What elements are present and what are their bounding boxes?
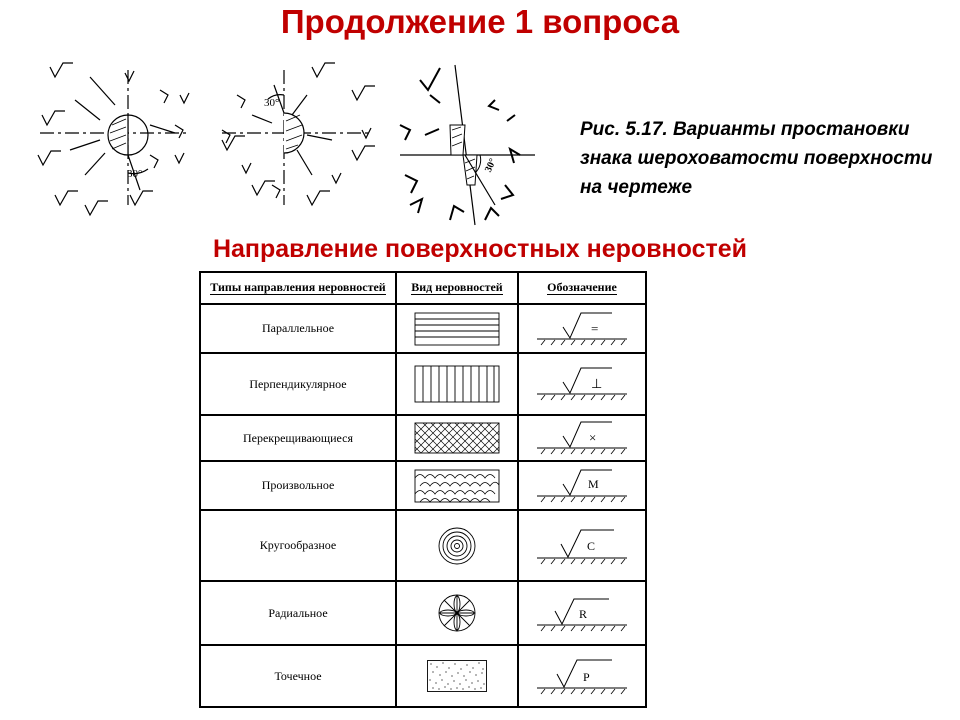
header-symbol: Обозначение	[518, 272, 646, 304]
symbol-cell	[518, 353, 646, 415]
row-type-label: Перекрещивающиеся	[200, 415, 396, 461]
pattern-parallel	[396, 304, 518, 353]
roughness-figure-3	[395, 55, 540, 230]
symbol-text: =	[591, 320, 599, 336]
header-pattern: Вид неровностей	[396, 272, 518, 304]
table-row	[200, 461, 646, 510]
section-subtitle: Направление поверхностных неровностей	[212, 235, 748, 263]
row-type-label: Точечное	[200, 645, 396, 707]
table-row	[200, 645, 646, 707]
symbol-text: ⊥	[591, 376, 603, 391]
row-type-label: Радиальное	[200, 581, 396, 645]
pattern-dotted	[396, 645, 518, 707]
roughness-direction-table	[199, 271, 647, 708]
row-type-label: Кругообразное	[200, 510, 396, 581]
row-type-label: Параллельное	[200, 304, 396, 353]
figure-3-angle-label: 30°	[483, 156, 499, 175]
header-type: Типы направления неровностей	[200, 272, 396, 304]
pattern-crossed	[396, 415, 518, 461]
roughness-figure-2	[212, 55, 382, 225]
table-row	[200, 304, 646, 353]
roughness-figure-1	[30, 55, 200, 225]
pattern-circular	[396, 510, 518, 581]
symbol-cell	[518, 415, 646, 461]
table-row	[200, 510, 646, 581]
figure-2-angle-label: 30°	[264, 97, 280, 109]
symbol-text: M	[588, 476, 599, 491]
symbol-text: R	[579, 607, 588, 621]
slide-title: Продолжение 1 вопроса	[280, 3, 680, 40]
table-row	[200, 353, 646, 415]
symbol-text: ×	[589, 430, 597, 445]
symbol-cell	[518, 461, 646, 510]
pattern-radial	[396, 581, 518, 645]
symbol-text: P	[583, 670, 590, 684]
symbol-text: C	[587, 538, 596, 553]
figure-1-angle-label: 30°	[127, 168, 143, 180]
pattern-arbitrary	[396, 461, 518, 510]
table-row	[200, 581, 646, 645]
table-header-row	[200, 272, 646, 304]
symbol-cell	[518, 304, 646, 353]
figure-caption: Рис. 5.17. Варианты простановки знака шероховатости поверхности на чертеже	[580, 119, 933, 198]
row-type-label: Перпендикулярное	[200, 353, 396, 415]
symbol-cell	[518, 645, 646, 707]
symbol-cell	[518, 510, 646, 581]
table-row	[200, 415, 646, 461]
row-type-label: Произвольное	[200, 461, 396, 510]
pattern-perpendicular	[396, 353, 518, 415]
symbol-cell	[518, 581, 646, 645]
